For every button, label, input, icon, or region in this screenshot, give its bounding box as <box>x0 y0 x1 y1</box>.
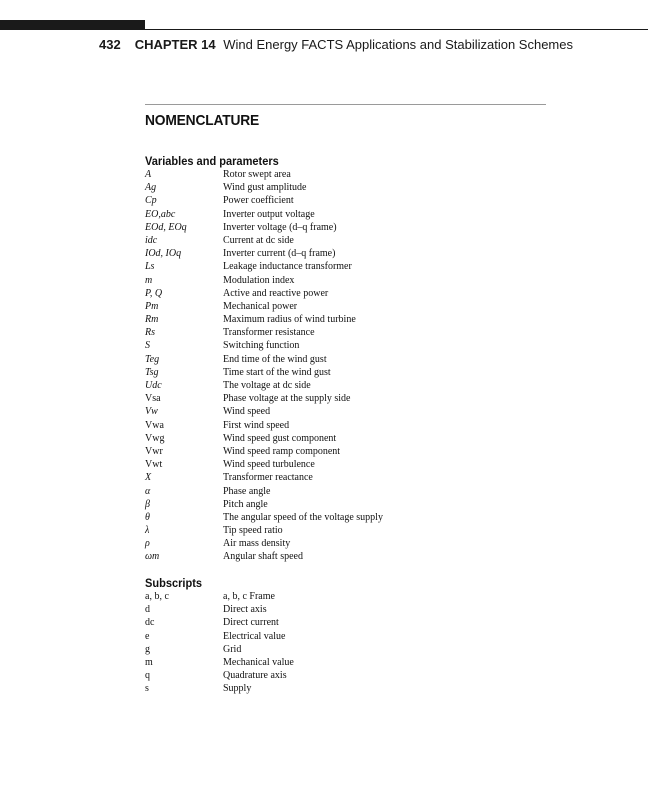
description: Phase angle <box>223 485 271 497</box>
title-rule <box>145 104 546 105</box>
description: Power coefficient <box>223 195 294 207</box>
list-item <box>145 485 565 498</box>
list-item <box>145 630 565 643</box>
symbol: d <box>145 604 150 616</box>
description: Mechanical power <box>223 300 298 312</box>
description: Inverter current (d–q frame) <box>223 248 336 260</box>
description: Wind speed gust component <box>223 432 337 444</box>
symbol: Vwa <box>145 419 164 431</box>
page-title: NOMENCLATURE <box>145 112 260 129</box>
description: Wind gust amplitude <box>223 182 307 194</box>
running-header <box>99 37 573 52</box>
symbol: Ag <box>145 182 157 194</box>
description: First wind speed <box>223 419 290 431</box>
list-item <box>145 669 565 682</box>
chapter-title: Wind Energy FACTS Applications and Stabilization Schemes <box>223 37 573 52</box>
list-item <box>145 590 565 603</box>
description: Supply <box>223 683 252 695</box>
list-item <box>145 616 565 629</box>
description: Active and reactive power <box>223 287 329 299</box>
symbol: X <box>145 472 152 484</box>
symbol: λ <box>145 525 150 537</box>
subscripts-list <box>145 590 565 696</box>
symbol: α <box>145 485 151 497</box>
symbol: a, b, c <box>145 591 169 602</box>
list-item <box>145 353 565 366</box>
symbol: Vwr <box>145 445 163 457</box>
description: Current at dc side <box>223 234 294 246</box>
symbol: Ls <box>145 261 155 273</box>
symbol: EO,abc <box>145 208 176 220</box>
symbol: Cp <box>145 195 157 207</box>
page-number: 432 <box>99 37 121 52</box>
symbol: Teg <box>145 353 160 365</box>
list-item <box>145 234 565 247</box>
description: Switching function <box>223 340 300 352</box>
description: Pitch angle <box>223 498 268 510</box>
description: Inverter output voltage <box>223 208 315 220</box>
symbol: β <box>145 498 150 510</box>
symbol: Vsa <box>145 393 161 405</box>
header-rule <box>145 29 648 30</box>
description: a, b, c Frame <box>223 591 275 602</box>
list-item <box>145 405 565 418</box>
description: Modulation index <box>223 274 295 286</box>
symbol: q <box>145 670 150 682</box>
list-item <box>145 445 565 458</box>
variables-list <box>145 168 565 564</box>
list-item <box>145 643 565 656</box>
description: Transformer resistance <box>223 327 315 339</box>
list-item <box>145 432 565 445</box>
description: Maximum radius of wind turbine <box>223 314 356 326</box>
description: Transformer reactance <box>223 472 313 484</box>
description: Grid <box>223 643 242 655</box>
list-item <box>145 221 565 234</box>
list-item <box>145 208 565 221</box>
description: End time of the wind gust <box>223 353 327 365</box>
subscripts-heading: Subscripts <box>145 576 203 590</box>
description: Electrical value <box>223 630 286 642</box>
list-item <box>145 168 565 181</box>
symbol: EOd, EOq <box>145 221 187 233</box>
list-item <box>145 603 565 616</box>
symbol: idc <box>145 234 158 246</box>
description: The voltage at dc side <box>223 380 311 391</box>
chapter-label: CHAPTER 14 <box>134 37 216 52</box>
variables-heading: Variables and parameters <box>145 154 279 168</box>
list-item <box>145 287 565 300</box>
description: Wind speed ramp component <box>223 445 341 457</box>
list-item <box>145 511 565 524</box>
symbol: ωm <box>145 551 160 563</box>
symbol: Vwg <box>145 432 165 444</box>
symbol: P, Q <box>145 287 163 299</box>
description: Direct current <box>223 617 279 629</box>
description: Quadrature axis <box>223 670 287 682</box>
description: Tip speed ratio <box>223 525 283 537</box>
symbol: Udc <box>145 380 162 391</box>
symbol: g <box>145 643 150 655</box>
list-item <box>145 313 565 326</box>
description: Rotor swept area <box>223 169 291 180</box>
header-bar <box>0 20 145 30</box>
list-item <box>145 326 565 339</box>
list-item <box>145 379 565 392</box>
list-item <box>145 458 565 471</box>
list-item <box>145 419 565 432</box>
symbol: s <box>145 683 149 695</box>
symbol: dc <box>145 617 155 629</box>
list-item <box>145 550 565 563</box>
symbol: e <box>145 630 150 642</box>
description: Inverter voltage (d–q frame) <box>223 221 337 233</box>
list-item <box>145 537 565 550</box>
list-item <box>145 682 565 695</box>
list-item <box>145 656 565 669</box>
symbol: m <box>145 274 153 286</box>
symbol: m <box>145 656 153 668</box>
list-item <box>145 524 565 537</box>
description: Wind speed turbulence <box>223 459 315 471</box>
description: The angular speed of the voltage supply <box>223 511 383 523</box>
symbol: θ <box>145 511 150 523</box>
description: Time start of the wind gust <box>223 366 331 378</box>
description: Air mass density <box>223 538 291 550</box>
list-item <box>145 392 565 405</box>
list-item <box>145 471 565 484</box>
list-item <box>145 274 565 287</box>
list-item <box>145 339 565 352</box>
description: Phase voltage at the supply side <box>223 393 351 405</box>
list-item <box>145 366 565 379</box>
symbol: Rs <box>145 327 155 339</box>
description: Mechanical value <box>223 656 294 668</box>
symbol: Tsg <box>145 366 159 378</box>
list-item <box>145 247 565 260</box>
description: Wind speed <box>223 406 271 418</box>
symbol: A <box>145 169 152 180</box>
symbol: Vw <box>145 406 158 418</box>
description: Direct axis <box>223 604 267 616</box>
symbol: IOd, IOq <box>145 248 182 260</box>
list-item <box>145 300 565 313</box>
symbol: Pm <box>145 300 159 312</box>
description: Leakage inductance transformer <box>223 261 352 273</box>
list-item <box>145 194 565 207</box>
list-item <box>145 260 565 273</box>
symbol: Vwt <box>145 459 163 471</box>
symbol: S <box>145 340 150 352</box>
description: Angular shaft speed <box>223 551 303 563</box>
symbol: Rm <box>145 314 159 326</box>
list-item <box>145 498 565 511</box>
list-item <box>145 181 565 194</box>
symbol: ρ <box>145 538 150 550</box>
